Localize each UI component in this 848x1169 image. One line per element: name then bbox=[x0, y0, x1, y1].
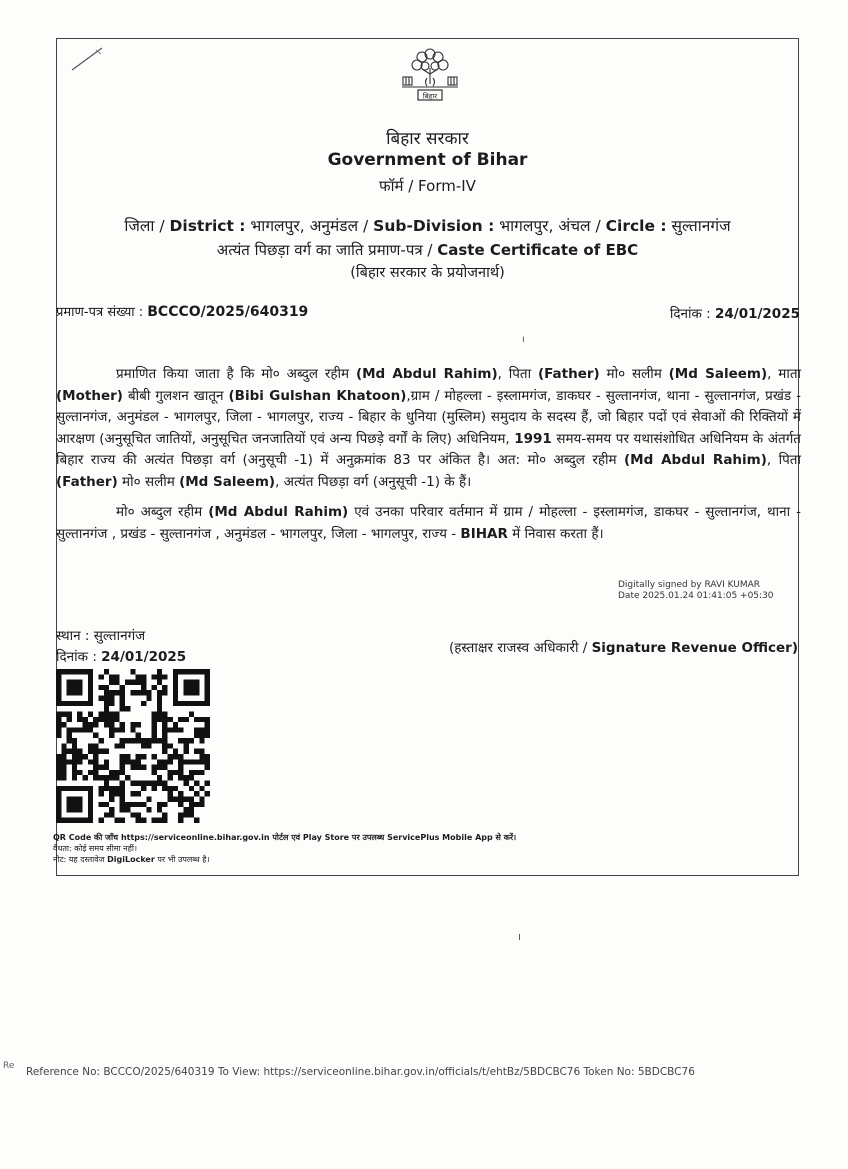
certificate-number-label: प्रमाण-पत्र संख्या : bbox=[56, 305, 148, 320]
p1-text-m: समय-समय पर यथासंशोधित अधिनियम के अंतर्गत बिहार राज्य की अत्यंत पिछड़ा वर्ग (अनुसूची -1) में अनुक्रमांक 83 पर अंकित है। अत: मो० अब्दुल रहीम bbox=[56, 430, 802, 468]
circle-value: सुल्तानगंज bbox=[666, 217, 731, 235]
place-date-value: 24/01/2025 bbox=[101, 649, 187, 665]
footer-notes bbox=[53, 832, 516, 865]
p1-text-n: (Md Abdul Rahim) bbox=[624, 452, 767, 468]
pen-mark-icon bbox=[70, 46, 104, 72]
p2-text-d: BIHAR bbox=[460, 525, 508, 542]
p1-text-a: प्रमाणित किया जाता है कि मो० अब्दुल रहीम bbox=[116, 366, 356, 382]
title-english: Government of Bihar bbox=[327, 150, 528, 170]
p1-text-p: (Father) bbox=[56, 473, 118, 490]
place-line bbox=[56, 626, 186, 647]
p2-text-a: मो० अब्दुल रहीम bbox=[116, 504, 209, 520]
certificate-paragraph-1 bbox=[56, 364, 801, 493]
p1-text-h: (Mother) bbox=[56, 387, 123, 404]
p1-text-k: ,ग्राम / मोहल्ला - इस्लामगंज, डाकघर - सुल्तानगंज, थाना - सुल्तानगंज, प्रखंड - सुल्तानगंज, अनुमंडल - भागलपुर, जिला - भागलपुर, राज्य - बिहार के धुनिया (मुस्लिम) समुदाय के सदस्य हैं, जो बिहार पदों एवं सेवाओं की रिक्तियों में आरक्षण (अनुसूचित जातियों, अनुसूचित जनजातियों एवं अन्य पिछड़े वर्गों के लिए) अधिनियम, bbox=[56, 387, 802, 447]
issue-date bbox=[670, 304, 800, 322]
note-digilocker: DigiLocker bbox=[107, 855, 155, 864]
p1-text-j: (Bibi Gulshan Khatoon) bbox=[228, 387, 407, 404]
digital-signature bbox=[618, 580, 774, 602]
qr-note-g: से करें। bbox=[492, 833, 517, 842]
bihar-emblem-icon bbox=[398, 44, 462, 102]
p1-text-e: मो० सलीम bbox=[599, 366, 669, 382]
p2-text-b: (Md Abdul Rahim) bbox=[208, 504, 349, 520]
issue-date-value: 24/01/2025 bbox=[714, 306, 800, 322]
p1-text-f: (Md Saleem) bbox=[668, 366, 768, 382]
place-value: सुल्तानगंज bbox=[93, 628, 146, 644]
p2-text-c: एवं उनका परिवार वर्तमान में ग्राम / मोहल्ला - इस्लामगंज, डाकघर - सुल्तानगंज, थाना - सुल्तानगंज , प्रखंड - सुल्तानगंज , अनुमंडल - भागलपुर, जिला - भागलपुर, राज्य - bbox=[56, 504, 801, 542]
place-label: स्थान : bbox=[56, 628, 94, 644]
p2-text-e: में निवास करता हैं। bbox=[507, 525, 604, 542]
place-date-label: दिनांक : bbox=[56, 649, 102, 665]
circle-label-hi: अंचल / bbox=[558, 217, 606, 235]
p1-text-b: (Md Abdul Rahim) bbox=[355, 366, 498, 382]
digital-signature-date: Date 2025.01.24 01:41:05 +05:30 bbox=[618, 591, 774, 601]
reference-line: Reference No: BCCCO/2025/640319 To View: https://serviceonline.bihar.gov.in/officials/t/ehtBz/5BDCBC76 Token No: 5BDCBC76 bbox=[26, 1066, 695, 1078]
scan-dot: ı bbox=[522, 334, 525, 345]
emblem-text: बिहार bbox=[422, 92, 438, 101]
district-label-en: District : bbox=[169, 217, 246, 235]
certificate-title-hi: अत्यंत पिछड़ा वर्ग का जाति प्रमाण-पत्र / bbox=[216, 241, 438, 259]
district-line bbox=[56, 214, 799, 236]
validity-note: वैधता: कोई समय सीमा नहीं। bbox=[53, 844, 137, 853]
certificate-paragraph-2 bbox=[56, 502, 801, 545]
signature-hindi: (हस्ताक्षर राजस्व अधिकारी / bbox=[448, 640, 592, 656]
qr-verification-note bbox=[53, 832, 516, 843]
certificate-number-value: BCCCO/2025/640319 bbox=[147, 304, 309, 320]
qr-note-f: ServicePlus Mobile App bbox=[387, 833, 493, 842]
reference-mark: Re bbox=[3, 1061, 15, 1071]
p1-text-o: , पिता bbox=[766, 452, 801, 468]
note-c: पर भी उपलब्ध है। bbox=[154, 855, 210, 864]
district-label-hi: जिला / bbox=[124, 217, 170, 235]
district-value: भागलपुर, bbox=[245, 217, 310, 235]
circle-label-en: Circle : bbox=[605, 217, 667, 235]
qr-note-a: QR Code की जाँच bbox=[53, 833, 121, 842]
p1-text-i: बीबी गुलशन खातून bbox=[122, 387, 229, 404]
p1-text-d: (Father) bbox=[537, 366, 600, 382]
place-date-line bbox=[56, 647, 186, 668]
qr-note-c: पोर्टल एवं bbox=[269, 833, 303, 842]
subdivision-label-hi: अनुमंडल / bbox=[309, 217, 374, 235]
digital-signature-name: Digitally signed by RAVI KUMAR bbox=[618, 580, 761, 590]
certificate-title bbox=[56, 240, 799, 260]
note-a: नोट: यह दस्तावेज bbox=[53, 855, 108, 864]
qr-note-d: Play Store bbox=[302, 833, 350, 842]
signature-line bbox=[449, 638, 798, 656]
certificate-number bbox=[56, 302, 308, 320]
p1-text-g: , माता bbox=[767, 366, 802, 382]
p1-text-q: मो० सलीम bbox=[117, 473, 180, 490]
form-label: फॉर्म / Form-IV bbox=[379, 177, 476, 195]
scan-dot-bottom: ı bbox=[518, 930, 522, 943]
title-hindi: बिहार सरकार bbox=[386, 129, 469, 149]
p1-text-r: (Md Saleem) bbox=[179, 473, 276, 490]
digilocker-note bbox=[53, 854, 516, 865]
subdivision-label-en: Sub-Division : bbox=[373, 217, 495, 235]
signature-english: Signature Revenue Officer) bbox=[591, 640, 798, 656]
qr-code-icon bbox=[56, 669, 210, 823]
subdivision-value: भागलपुर, bbox=[494, 217, 559, 235]
qr-note-url: https://serviceonline.bihar.gov.in bbox=[120, 833, 270, 842]
certificate-title-en: Caste Certificate of EBC bbox=[437, 241, 639, 259]
p1-text-l: 1991 bbox=[514, 430, 552, 447]
issue-date-label: दिनांक : bbox=[669, 306, 715, 322]
p1-text-c: , पिता bbox=[497, 366, 538, 382]
p1-text-s: , अत्यंत पिछड़ा वर्ग (अनुसूची -1) के हैं। bbox=[275, 473, 472, 490]
purpose: (बिहार सरकार के प्रयोजनार्थ) bbox=[350, 265, 505, 281]
qr-note-e: पर उपलब्ध bbox=[349, 833, 388, 842]
place-date-block bbox=[56, 626, 186, 668]
